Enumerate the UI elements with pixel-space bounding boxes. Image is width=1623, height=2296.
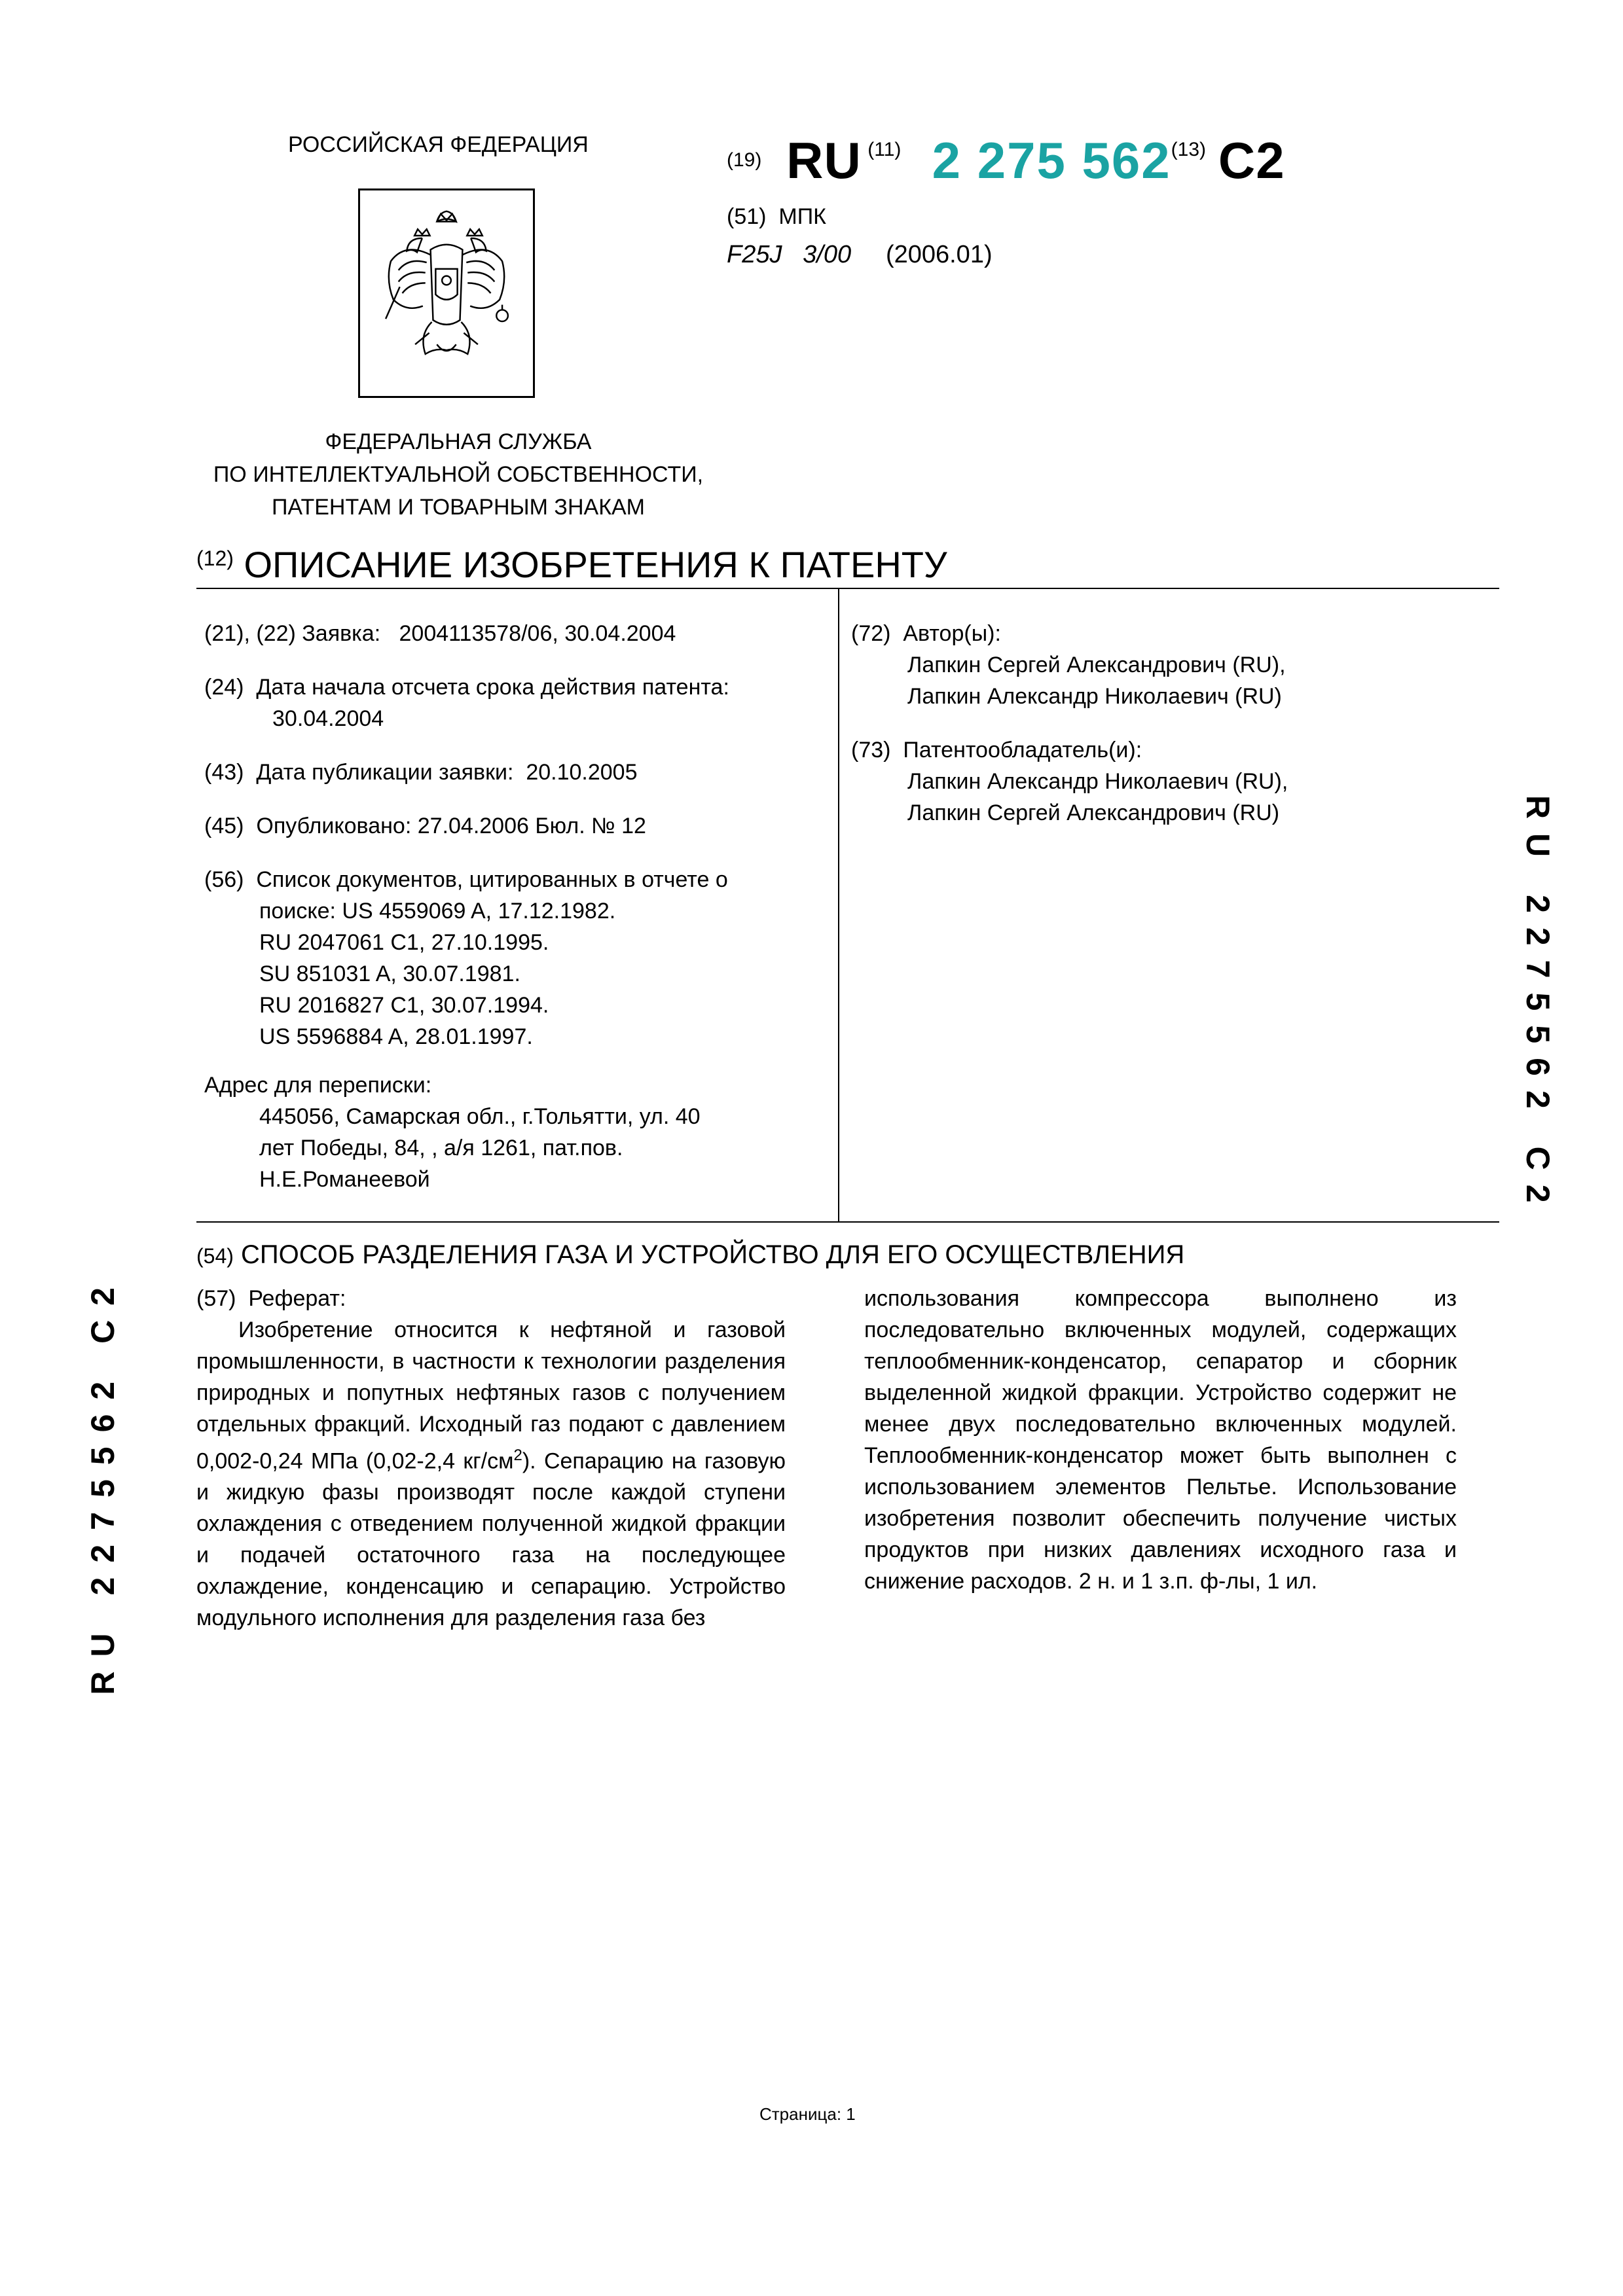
state-emblem [358,188,535,398]
inid-13: (13) [1171,139,1207,160]
document-title-text: ОПИСАНИЕ ИЗОБРЕТЕНИЯ К ПАТЕНТУ [244,544,947,585]
side-text-left: RU 2275562 C2 [84,1273,121,1695]
inid-12: (12) [196,547,234,570]
field-72-label: Автор(ы): [903,621,1001,646]
mpk-label-line [727,204,826,230]
field-45-value: 27.04.2006 Бюл. № 12 [417,814,646,838]
inid-57: (57) [196,1286,236,1311]
document-title [196,543,947,586]
address-label: Адрес для переписки: [204,1073,432,1098]
field-24-label: Дата начала отсчета срока действия патента: [256,675,729,700]
abstract-text: ). Сепарацию на газовую и жидкую фазы производят после каждой ступени охлаждения с отведением полученной жидкой фракции и подачей остаточного газа на последующее охлаждение, конденсацию и сепарацию. Устройство модульного исполнения для разделения газа без [196,1448,786,1631]
invention-title [196,1240,1184,1270]
country-name: РОССИЙСКАЯ ФЕДЕРАЦИЯ [288,132,589,157]
column-divider [838,588,839,1223]
cited-document: US 4559069 A, 17.12.1982. [342,899,616,924]
agency-name [157,425,759,524]
field-72 [851,618,1001,649]
field-43-code: (43) [204,760,244,785]
mpk-version: (2006.01) [885,241,993,268]
inid-11: (11) [867,139,902,160]
patent-number: 2 275 562 [932,132,1171,189]
cited-document: RU 2016827 C1, 30.07.1994. [259,993,549,1018]
field-73-label: Патентообладатель(и): [903,738,1142,762]
field-24-value: 30.04.2004 [272,706,384,731]
mpk-group: 3/00 [803,241,852,268]
field-73-code: (73) [851,738,891,762]
inid-51: (51) [727,204,767,229]
side-text-right: RU 2275562 C2 [1520,795,1556,1217]
bibliographic-divider [196,1221,1499,1223]
mpk-label: МПК [778,204,826,229]
field-43 [204,757,637,788]
agency-line: ФЕДЕРАЛЬНАЯ СЛУЖБА [325,429,592,454]
country-code: RU [786,132,862,189]
field-21-label: (21), (22) Заявка: [204,621,381,646]
agency-line: ПАТЕНТАМ И ТОВАРНЫМ ЗНАКАМ [271,495,645,520]
cited-document: US 5596884 A, 28.01.1997. [259,1024,533,1049]
field-56 [204,864,728,895]
field-45 [204,810,646,842]
agency-line: ПО ИНТЕЛЛЕКТУАЛЬНОЙ СОБСТВЕННОСТИ, [213,462,704,487]
page-number: Страница: 1 [759,2104,856,2124]
invention-title-text: СПОСОБ РАЗДЕЛЕНИЯ ГАЗА И УСТРОЙСТВО ДЛЯ ЕГО ОСУЩЕСТВЛЕНИЯ [241,1240,1185,1269]
author-name: Лапкин Александр Николаевич (RU) [907,684,1282,709]
double-headed-eagle-icon [360,190,533,396]
owner-name: Лапкин Сергей Александрович (RU) [907,800,1280,825]
field-56-docs [259,895,615,1052]
inid-19: (19) [727,149,762,171]
mpk-class-line [727,241,993,269]
field-56-code: (56) [204,867,244,892]
field-24-code: (24) [204,675,244,700]
mpk-class: F25J [727,241,782,268]
author-name: Лапкин Сергей Александрович (RU), [907,653,1286,677]
address-line: Н.Е.Романеевой [259,1167,430,1192]
cited-document: SU 851031 A, 30.07.1981. [259,961,520,986]
authors-list [907,649,1286,712]
abstract-superscript: 2 [513,1446,522,1464]
kind-code: C2 [1218,132,1285,189]
abstract-label-text: Реферат: [248,1286,346,1311]
cited-document: RU 2047061 C1, 27.10.1995. [259,930,549,955]
patent-code-line [727,131,1285,190]
abstract-text: Изобретение относится к нефтяной и газовой промышленности, в частности к технологии разделения природных и попутных нефтяных газов с получением отдельных фракций. Исходный газ подают с давлением 0,002-0,24 МПа (0,02-2,4 кг/см [196,1318,786,1474]
field-43-label: Дата публикации заявки: [256,760,514,785]
field-73 [851,734,1142,766]
owners-list [907,766,1288,829]
field-45-label: Опубликовано: [256,814,412,838]
owner-name: Лапкин Александр Николаевич (RU), [907,769,1288,794]
address-line: 445056, Самарская обл., г.Тольятти, ул. 40 [259,1104,701,1129]
abstract-column-1 [196,1314,786,1634]
abstract-column-2: использования компрессора выполнено из последовательно включенных модулей, содержащих теплообменник-конденсатор, сепаратор и сборник выделенной жидкой фракции. Устройство содержит не менее двух последовательно включенных модулей. Теплообменник-конденсатор может быть выполнен с использованием элементов Пельтье. Использование изобретения позволит обеспечить получение чистых продуктов при низких давлениях исходного газа и снижение расходов. 2 н. и 1 з.п. ф-лы, 1 ил. [864,1286,1457,1594]
inid-54: (54) [196,1244,234,1268]
field-45-code: (45) [204,814,244,838]
field-43-value: 20.10.2005 [526,760,638,785]
abstract-label [196,1283,346,1314]
field-21-22 [204,618,676,649]
title-divider [196,588,1499,589]
field-56-label-cont: поиске: [259,899,336,924]
field-72-code: (72) [851,621,891,646]
field-56-label: Список документов, цитированных в отчете о [256,867,728,892]
field-21-value: 2004113578/06, 30.04.2004 [399,621,676,646]
field-24 [204,672,729,703]
address-line: лет Победы, 84, , а/я 1261, пат.пов. [259,1136,623,1160]
address-block [259,1101,701,1195]
